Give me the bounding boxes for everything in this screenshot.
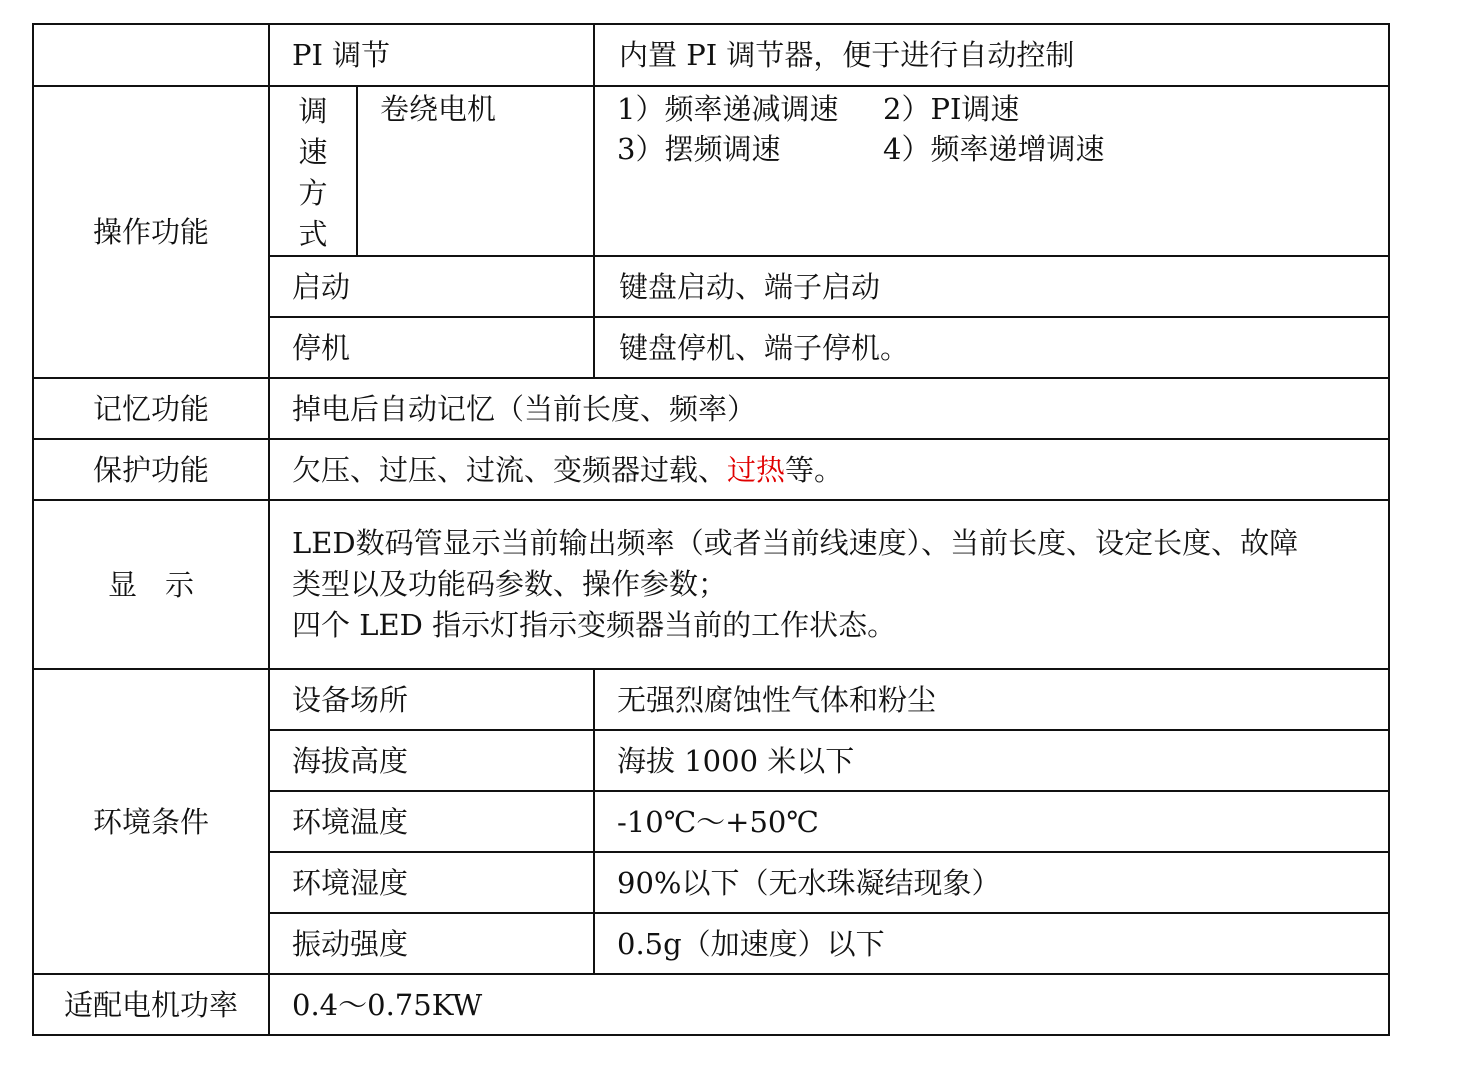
pi-regulation-value: 内置 PI 调节器，便于进行自动控制 bbox=[594, 24, 1389, 86]
speed-mode-char: 调 bbox=[298, 94, 328, 128]
environment-label: 设备场所 bbox=[269, 669, 594, 730]
environment-value: 90%以下（无水珠凝结现象） bbox=[594, 852, 1389, 913]
table-row bbox=[33, 378, 1389, 439]
speed-mode-label bbox=[269, 86, 357, 256]
display-value bbox=[269, 500, 1389, 669]
start-label: 启动 bbox=[269, 256, 594, 317]
motor-power-category: 适配电机功率 bbox=[33, 974, 269, 1035]
environment-value: -10℃～+50℃ bbox=[594, 791, 1389, 852]
protection-text: 欠压、过压、过流、变频器过载、 bbox=[292, 452, 728, 487]
speed-methods bbox=[594, 86, 1389, 256]
table-row bbox=[33, 974, 1389, 1035]
display-line: LED数码管显示当前输出频率（或者当前线速度）、当前长度、设定长度、故障 bbox=[292, 526, 1299, 560]
speed-methods-row bbox=[617, 89, 1388, 129]
display-category-char: 显 bbox=[107, 567, 137, 602]
operation-category: 操作功能 bbox=[33, 86, 269, 378]
stop-value: 键盘停机、端子停机。 bbox=[594, 317, 1389, 378]
environment-category: 环境条件 bbox=[33, 669, 269, 974]
speed-method-item: 3）摆频调速 bbox=[617, 132, 781, 166]
protection-category: 保护功能 bbox=[33, 439, 269, 500]
memory-value: 掉电后自动记忆（当前长度、频率） bbox=[269, 378, 1389, 439]
motor-power-value: 0.4～0.75KW bbox=[269, 974, 1389, 1035]
display-line: 四个 LED 指示灯指示变频器当前的工作状态。 bbox=[292, 608, 897, 642]
speed-method-item: 4）频率递增调速 bbox=[883, 132, 1105, 166]
table-row bbox=[33, 24, 1389, 86]
display-line: 类型以及功能码参数、操作参数； bbox=[292, 567, 728, 601]
environment-value: 0.5g（加速度）以下 bbox=[594, 913, 1389, 974]
protection-highlight: 过热 bbox=[727, 452, 786, 487]
stop-label: 停机 bbox=[269, 317, 594, 378]
table-row bbox=[33, 86, 1389, 256]
environment-label: 环境温度 bbox=[269, 791, 594, 852]
speed-mode-char: 方 bbox=[298, 176, 328, 210]
environment-value: 无强烈腐蚀性气体和粉尘 bbox=[594, 669, 1389, 730]
environment-label: 海拔高度 bbox=[269, 730, 594, 791]
display-category-char: 示 bbox=[165, 567, 195, 602]
empty-category-cell bbox=[33, 24, 269, 86]
memory-category: 记忆功能 bbox=[33, 378, 269, 439]
table-row bbox=[33, 669, 1389, 730]
protection-text-suffix: 等。 bbox=[785, 452, 844, 487]
table-row bbox=[33, 439, 1389, 500]
display-category bbox=[33, 500, 269, 669]
environment-label: 振动强度 bbox=[269, 913, 594, 974]
speed-mode-char: 速 bbox=[298, 135, 328, 169]
protection-value bbox=[269, 439, 1389, 500]
speed-method-item: 2）PI调速 bbox=[883, 92, 1020, 126]
winding-motor-label: 卷绕电机 bbox=[357, 86, 594, 256]
pi-regulation-label: PI 调节 bbox=[269, 24, 594, 86]
speed-mode-char: 式 bbox=[298, 217, 328, 251]
environment-value: 海拔 1000 米以下 bbox=[594, 730, 1389, 791]
speed-methods-row bbox=[617, 129, 1388, 169]
table-row bbox=[33, 500, 1389, 669]
environment-label: 环境湿度 bbox=[269, 852, 594, 913]
spec-table bbox=[32, 23, 1390, 1036]
start-value: 键盘启动、端子启动 bbox=[594, 256, 1389, 317]
speed-method-item: 1）频率递减调速 bbox=[617, 92, 839, 126]
